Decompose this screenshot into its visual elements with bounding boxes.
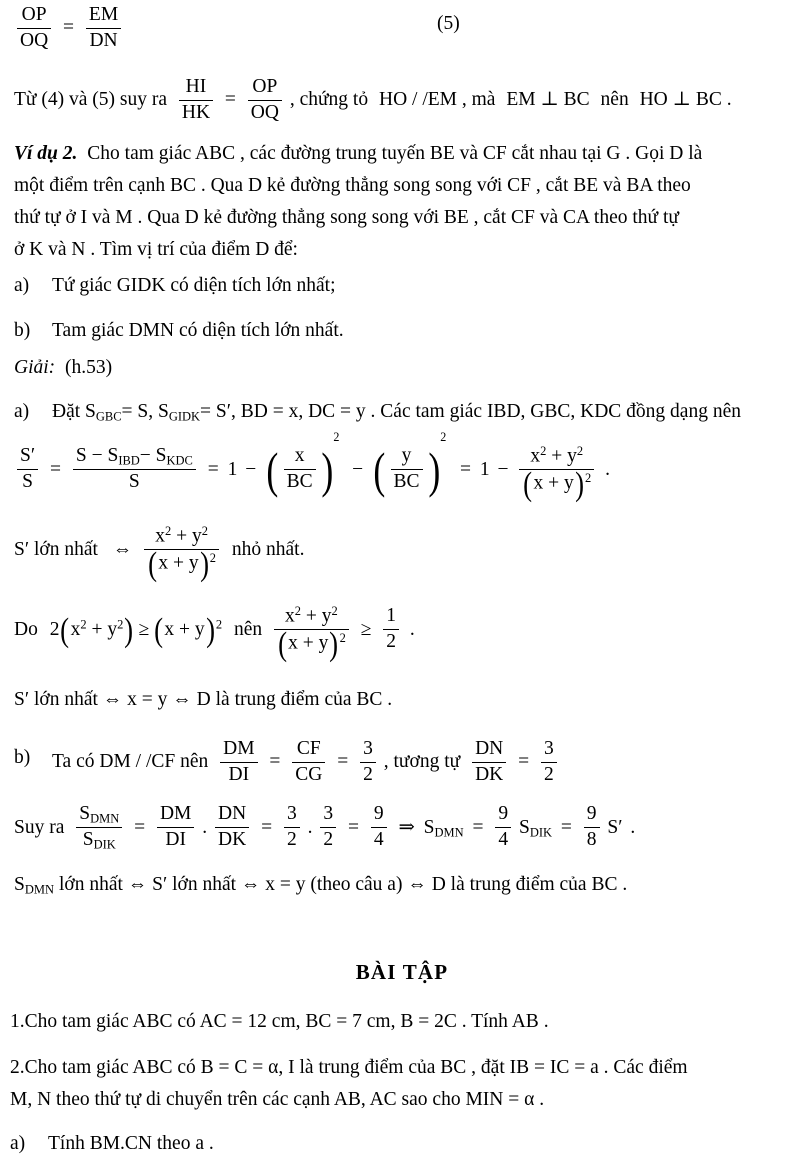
fraction-sumsquares-over-sumsq-2 bbox=[144, 524, 219, 583]
exp-2: 2 bbox=[215, 617, 223, 632]
denominator: S bbox=[22, 471, 33, 493]
numerator: DM bbox=[220, 738, 257, 763]
denominator: 2 bbox=[323, 828, 334, 850]
num-part-2: − S bbox=[139, 445, 167, 467]
one-1: 1 bbox=[227, 458, 238, 480]
numerator: x bbox=[284, 445, 316, 470]
period: . bbox=[726, 89, 732, 111]
period: . bbox=[409, 618, 415, 640]
numerator: CF bbox=[292, 738, 325, 763]
numerator: HI bbox=[179, 76, 213, 101]
fraction-one-half bbox=[383, 605, 399, 653]
fraction-op-oq bbox=[17, 4, 51, 52]
sub-dmn: DMN bbox=[90, 811, 120, 826]
numerator: 9 bbox=[584, 803, 600, 828]
prefix-text: Ta có DM / /CF nên bbox=[52, 751, 209, 773]
exponent-2: 2 bbox=[333, 429, 340, 444]
fraction-sdmn-sdik bbox=[76, 803, 122, 852]
dot-multiply-1: . bbox=[202, 816, 208, 838]
solution-figure-ref: (h.53) bbox=[65, 357, 113, 378]
relation-em-perp-bc: EM ⊥ BC bbox=[506, 89, 590, 111]
prefix-text: S′ lớn nhất bbox=[14, 538, 98, 560]
equals-sign-3: = bbox=[518, 751, 530, 773]
line-part-b-ratios bbox=[52, 738, 560, 786]
denominator: DI bbox=[165, 828, 186, 850]
denominator: 8 bbox=[586, 828, 597, 850]
example-line-4: ở K và N . Tìm vị trí của điểm D để: bbox=[14, 239, 298, 260]
exercise-item-2-line-1: 2.Cho tam giác ABC có B = C = α, I là trung điểm của BC , đặt IB = IC = a . Các điểm bbox=[10, 1057, 688, 1078]
equals-sign-4: = bbox=[472, 816, 484, 838]
sub-dik: DIK bbox=[93, 837, 116, 852]
exp-2: 2 bbox=[339, 631, 346, 646]
denominator: 4 bbox=[373, 828, 384, 850]
prefix-text: Do bbox=[14, 618, 38, 640]
fraction-dn-dk bbox=[472, 738, 506, 786]
equals-sign-5: = bbox=[560, 816, 572, 838]
fraction-nine-eighths bbox=[584, 803, 600, 851]
exp-2: 2 bbox=[164, 524, 172, 538]
prefix-text: Từ (4) và (5) suy ra bbox=[14, 89, 167, 111]
fraction-sprime-s bbox=[17, 445, 38, 493]
example-body-line-1: Cho tam giác ABC , các đường trung tuyến BE và CF cắt nhau tại G . Gọi D là bbox=[87, 143, 703, 164]
denominator: DI bbox=[228, 763, 250, 785]
relation-ho-parallel-em: HO / /EM bbox=[378, 89, 457, 111]
numerator: y bbox=[391, 445, 423, 470]
example-line-2: một điểm trên cạnh BC . Qua D kẻ đường thẳng song song với CF , cắt BE và BA theo bbox=[14, 175, 691, 196]
nen-text: nên bbox=[233, 618, 263, 640]
equals-sign-2: = bbox=[337, 751, 349, 773]
example-item-b-text: Tam giác DMN có diện tích lớn nhất. bbox=[52, 320, 344, 341]
mid-text-3: nên bbox=[600, 89, 629, 111]
denominator: $(x + y)^2$ bbox=[523, 465, 592, 503]
squared-group-y-bc: ( $\frac{y}{BC}$ ) 2 bbox=[373, 429, 447, 498]
fraction-sumsquares-over-sumsq bbox=[519, 444, 594, 503]
exercise-item-2-a-text: Tính BM.CN theo a . bbox=[48, 1133, 214, 1154]
s-symbol: S bbox=[14, 874, 25, 895]
denominator: S bbox=[128, 471, 140, 493]
numerator: 3 bbox=[360, 738, 376, 763]
solution-heading bbox=[14, 358, 112, 378]
equals-sign-1: = bbox=[50, 458, 61, 480]
line-conclusion-a: S′ lớn nhất ⇔ x = y ⇔ D là trung điểm của BC . bbox=[14, 689, 393, 710]
mid-text-1: , chứng tỏ bbox=[289, 89, 369, 111]
sub-dmn: DMN bbox=[434, 825, 464, 840]
minus-1: − bbox=[245, 458, 257, 480]
solution-part-a-marker: a) bbox=[14, 401, 30, 422]
part-a-text-1: Đặt S bbox=[52, 401, 96, 422]
relation-ho-perp-bc: HO ⊥ BC bbox=[639, 89, 722, 111]
solution-part-a-line bbox=[52, 402, 741, 423]
denominator: $(x + y)^2$ bbox=[278, 625, 346, 663]
denominator: 4 bbox=[498, 828, 509, 850]
s-symbol: S bbox=[82, 828, 94, 850]
exp-2: 2 bbox=[540, 444, 547, 458]
numerator: $x^2 + y^2$ bbox=[274, 604, 349, 630]
squared-group-x-bc: ( $\frac{x}{BC}$ ) 2 bbox=[266, 429, 340, 498]
equals-sign-2: = bbox=[261, 816, 273, 838]
fraction-three-halves-1 bbox=[360, 738, 376, 786]
equals-sign-2: = bbox=[207, 458, 219, 480]
line-suy-ra bbox=[14, 803, 635, 852]
numerator bbox=[76, 803, 122, 828]
s-prime-symbol: S′ bbox=[607, 816, 623, 838]
iff-sign: ⇔ bbox=[112, 538, 133, 560]
fraction-em-dn bbox=[86, 4, 121, 52]
fraction-difference-over-s bbox=[73, 445, 196, 494]
minus-3: − bbox=[497, 458, 509, 480]
minus-2: − bbox=[352, 458, 364, 480]
numerator: DN bbox=[215, 803, 249, 828]
example-item-a-text: Tứ giác GIDK có diện tích lớn nhất; bbox=[52, 275, 336, 296]
fraction-y-bc bbox=[391, 445, 423, 493]
numerator: $x^2 + y^2$ bbox=[144, 524, 219, 550]
example-label: Ví dụ 2. bbox=[14, 143, 78, 164]
s-dik-symbol bbox=[519, 813, 552, 842]
numerator: 3 bbox=[320, 803, 336, 828]
fraction-three-halves-2 bbox=[541, 738, 557, 786]
equals-sign-1: = bbox=[269, 751, 281, 773]
period: . bbox=[605, 458, 610, 480]
equals-sign-3: = bbox=[460, 458, 471, 480]
line-do-inequality bbox=[14, 604, 415, 663]
fraction-dm-di bbox=[220, 738, 257, 786]
equation-5 bbox=[14, 4, 124, 52]
fraction-dm-di-2 bbox=[157, 803, 194, 851]
numerator: DM bbox=[157, 803, 194, 828]
numerator: OP bbox=[248, 76, 282, 101]
exp-2: 2 bbox=[294, 604, 301, 618]
period: . bbox=[630, 816, 636, 838]
fraction-dn-dk-2 bbox=[215, 803, 249, 851]
exp-2: 2 bbox=[80, 617, 87, 632]
denominator: $(x + y)^2$ bbox=[148, 545, 216, 583]
exercise-item-2-line-2: M, N theo thứ tự di chuyển trên các cạnh AB, AC sao cho MIN = α . bbox=[10, 1089, 545, 1110]
denominator: 2 bbox=[543, 763, 554, 785]
s-dmn-symbol bbox=[424, 813, 464, 842]
sub-dmn: DMN bbox=[24, 882, 54, 897]
equals-sign-1: = bbox=[134, 816, 146, 838]
part-a-text-3: = S′, BD = x, DC = y . Các tam giác IBD, GBC, KDC đồng dạng nên bbox=[200, 401, 741, 422]
fraction-nine-fourths-2 bbox=[495, 803, 511, 851]
numerator: $x^2 + y^2$ bbox=[519, 444, 594, 470]
numerator: DN bbox=[472, 738, 506, 763]
exponent-2: 2 bbox=[440, 429, 447, 444]
denominator: BC bbox=[393, 471, 420, 493]
equation-main-ratio bbox=[14, 429, 610, 503]
denominator: 2 bbox=[386, 631, 396, 653]
denominator: CG bbox=[295, 763, 323, 785]
exercises-heading: BÀI TẬP bbox=[355, 960, 449, 984]
numerator: 3 bbox=[541, 738, 557, 763]
mid-text: , tương tự bbox=[383, 751, 461, 773]
example-item-b-marker: b) bbox=[14, 320, 31, 341]
exercise-item-2-a-marker: a) bbox=[10, 1133, 26, 1154]
denominator: DK bbox=[475, 763, 504, 785]
suffix-text: nhỏ nhất. bbox=[231, 538, 305, 560]
numerator bbox=[73, 445, 196, 470]
ge-sign: ≥ bbox=[138, 618, 150, 640]
mid-text-2: , mà bbox=[461, 89, 496, 111]
line-s-prime-max bbox=[14, 524, 305, 583]
prefix-text: Suy ra bbox=[14, 816, 65, 838]
fraction-cf-cg bbox=[292, 738, 325, 786]
denominator: OQ bbox=[250, 101, 279, 123]
one-2: 1 bbox=[479, 458, 490, 480]
numerator: OP bbox=[17, 4, 51, 29]
fraction-hi-hk bbox=[179, 76, 213, 124]
exp-2: 2 bbox=[117, 617, 124, 632]
exercise-item-1: 1.Cho tam giác ABC có AC = 12 cm, BC = 7 cm, B = 2C . Tính AB . bbox=[10, 1011, 549, 1032]
equation-tag-5: (5) bbox=[437, 13, 460, 34]
fraction-x-bc bbox=[284, 445, 316, 493]
example-line-3: thứ tự ở I và M . Qua D kẻ đường thẳng song song với BE , cắt CF và CA theo thứ tự bbox=[14, 207, 679, 228]
numerator: 1 bbox=[383, 605, 399, 630]
fraction-sumsquares-over-sumsq-3 bbox=[274, 604, 349, 663]
denominator: DN bbox=[89, 29, 118, 51]
dot-multiply-2: . bbox=[307, 816, 313, 838]
sub-dik: DIK bbox=[529, 825, 553, 840]
num-part-1: S − S bbox=[75, 445, 119, 467]
equals-sign: = bbox=[224, 89, 236, 111]
denominator: 2 bbox=[286, 828, 297, 850]
sub-ibd: IBD bbox=[118, 453, 140, 468]
s-symbol: S bbox=[423, 816, 435, 838]
solution-part-b-marker: b) bbox=[14, 747, 31, 768]
s-symbol: S bbox=[519, 816, 530, 838]
fraction-op-oq-2 bbox=[248, 76, 282, 124]
line-conclusion-b bbox=[14, 875, 627, 896]
equals-sign-3: = bbox=[347, 816, 359, 838]
implies-sign: ⇒ bbox=[398, 816, 415, 838]
exp-2: 2 bbox=[576, 444, 584, 458]
inequality-lhs: $2(x^2 + y^2) \ge (x + y)^2$ bbox=[49, 612, 223, 650]
line-from-4-and-5 bbox=[14, 76, 732, 124]
numerator: 3 bbox=[284, 803, 300, 828]
example-item-a-marker: a) bbox=[14, 275, 30, 296]
exp-2: 2 bbox=[584, 471, 592, 486]
numerator: 9 bbox=[495, 803, 511, 828]
numerator: EM bbox=[86, 4, 121, 29]
denominator: OQ bbox=[20, 29, 49, 51]
denominator: DK bbox=[218, 828, 247, 850]
fraction-nine-fourths-1 bbox=[371, 803, 387, 851]
part-a-text-2: = S, S bbox=[121, 401, 169, 422]
exp-2: 2 bbox=[201, 524, 208, 538]
solution-label: Giải: bbox=[14, 357, 56, 378]
ge-sign-2: ≥ bbox=[360, 618, 372, 640]
numerator: 9 bbox=[371, 803, 387, 828]
denominator: BC bbox=[286, 471, 313, 493]
conclusion-b-text: lớn nhất ⇔ S′ lớn nhất ⇔ x = y (theo câu a) ⇔ D là trung điểm của BC . bbox=[58, 874, 628, 895]
part-a-sub-gbc: GBC bbox=[95, 409, 122, 424]
fraction-three-halves-3 bbox=[284, 803, 300, 851]
numerator: S′ bbox=[17, 445, 38, 470]
denominator: 2 bbox=[363, 763, 373, 785]
equals-sign: = bbox=[63, 17, 75, 39]
part-a-sub-gidk: GIDK bbox=[168, 409, 200, 424]
denominator: HK bbox=[181, 101, 211, 123]
exp-2: 2 bbox=[209, 551, 216, 566]
s-symbol: S bbox=[79, 803, 91, 824]
exp-2: 2 bbox=[331, 604, 338, 618]
denominator bbox=[76, 828, 122, 852]
fraction-three-halves-4 bbox=[320, 803, 336, 851]
sub-kdc: KDC bbox=[166, 453, 193, 468]
example-line-1 bbox=[14, 144, 702, 164]
